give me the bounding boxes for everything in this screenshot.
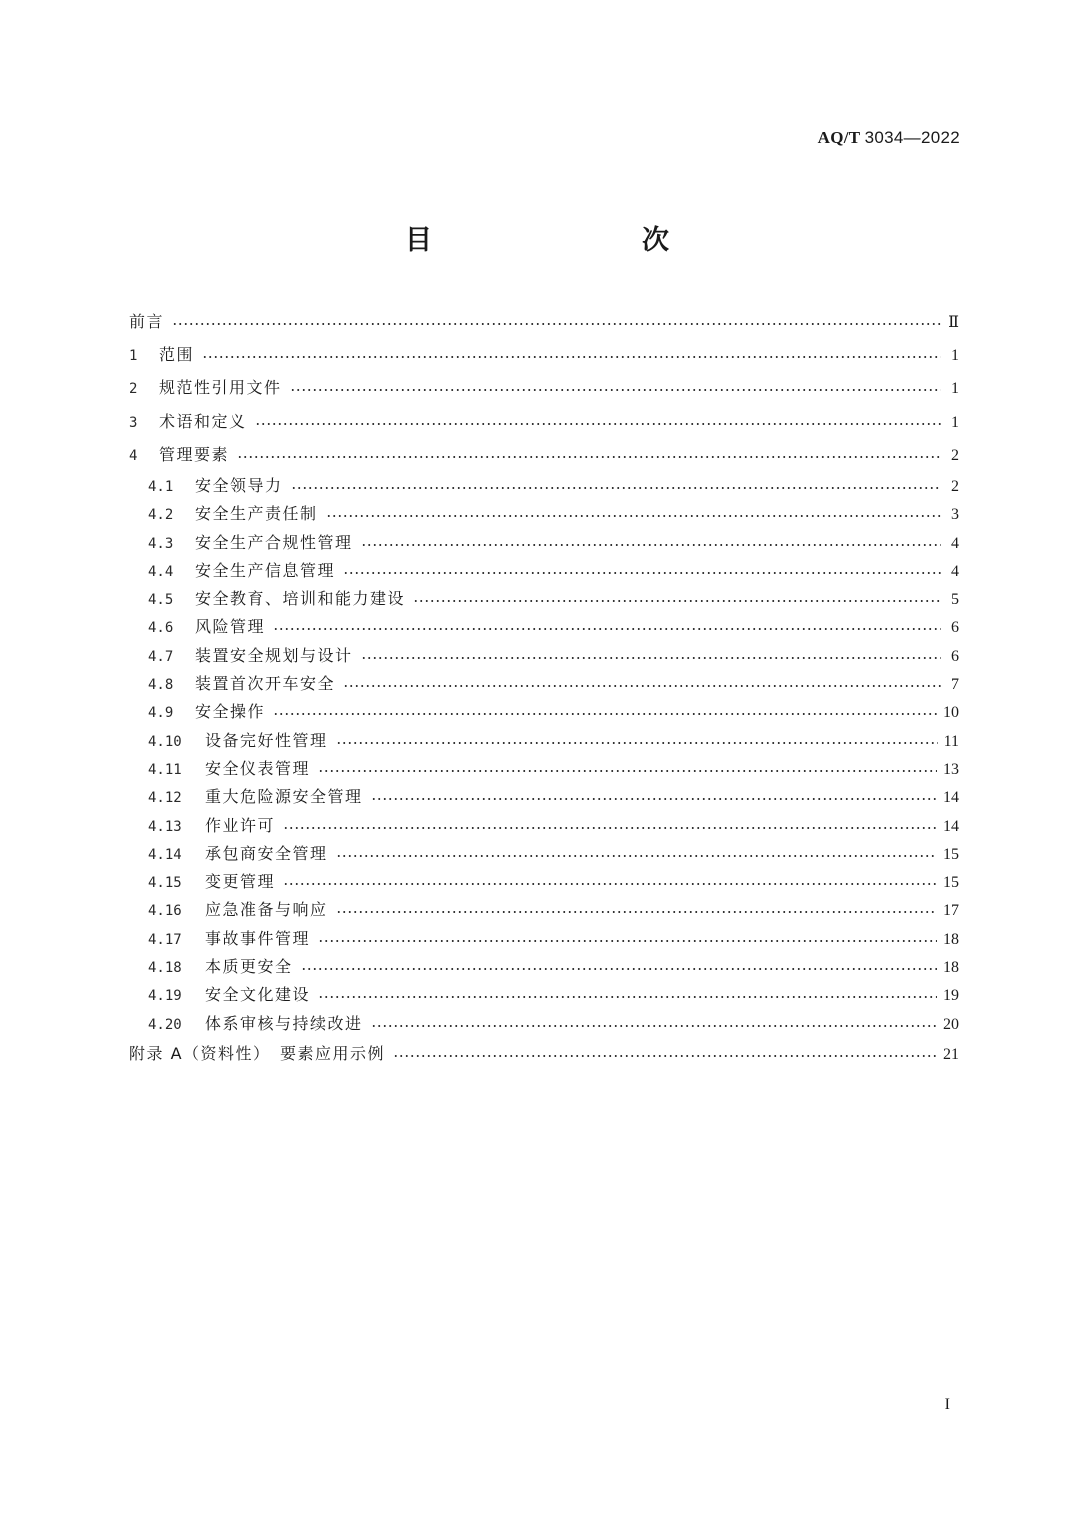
- toc-entry-page: 18: [943, 958, 959, 976]
- toc-dot-leader: [202, 346, 941, 360]
- toc-entry-label: 变更管理: [205, 872, 276, 892]
- toc-entry-number: 4.4: [148, 563, 174, 580]
- toc-entry-label: 安全生产合规性管理: [195, 532, 353, 552]
- toc-entry-label: 安全领导力: [195, 475, 283, 495]
- toc-entry[interactable]: [129, 670, 959, 698]
- toc-entry-number: 4.17: [148, 931, 182, 948]
- toc-entry-page: 14: [943, 789, 959, 807]
- toc-entry[interactable]: [129, 306, 959, 339]
- toc-entry[interactable]: [129, 439, 959, 472]
- toc-entry[interactable]: [129, 812, 959, 840]
- standard-code: [818, 128, 960, 148]
- toc-entry-page: 3: [951, 506, 959, 524]
- toc-entry-page: 1: [951, 347, 959, 365]
- toc-entry-page: 7: [951, 676, 959, 694]
- toc-dot-leader: [413, 590, 941, 604]
- toc-entry[interactable]: [129, 529, 959, 557]
- toc-entry-page: 14: [943, 817, 959, 835]
- toc-dot-leader: [318, 986, 937, 1000]
- toc-entry-label: 术语和定义: [159, 411, 247, 431]
- toc-dot-leader: [172, 313, 941, 327]
- toc-dot-leader: [336, 845, 937, 859]
- toc-entry-number: 1: [129, 348, 138, 365]
- toc-entry-label: 范围: [159, 345, 195, 365]
- toc-entry-page: 15: [943, 845, 959, 863]
- toc-entry-label: 装置首次开车安全: [195, 674, 336, 694]
- toc-entry-page: 4: [951, 534, 959, 552]
- toc-entry[interactable]: [129, 557, 959, 585]
- toc-entry[interactable]: [129, 642, 959, 670]
- toc-entry[interactable]: [129, 868, 959, 896]
- toc-entry-label: 管理要素: [159, 444, 230, 464]
- toc-dot-leader: [361, 647, 941, 661]
- toc-entry-page: 1: [951, 380, 959, 398]
- footer-page-number: I: [944, 1396, 950, 1413]
- toc-entry-number: 4.14: [148, 846, 182, 863]
- toc-dot-leader: [273, 703, 937, 717]
- toc-entry-number: 4.12: [148, 790, 182, 807]
- toc-entry[interactable]: [129, 953, 959, 981]
- toc-entry[interactable]: [129, 372, 959, 405]
- toc-entry-number: 4.2: [148, 507, 174, 524]
- toc-entry-page: 20: [943, 1015, 959, 1033]
- toc-entry-number: 4: [129, 447, 138, 464]
- toc-entry-number: 4.5: [148, 592, 174, 609]
- toc-entry-page: 15: [943, 874, 959, 892]
- toc-entry-page: 13: [943, 760, 959, 778]
- toc-dot-leader: [290, 379, 941, 393]
- toc-dot-leader: [343, 562, 941, 576]
- toc-entry[interactable]: [129, 339, 959, 372]
- toc-entry-page: 11: [943, 732, 959, 750]
- toc-entry-page: 2: [951, 446, 959, 464]
- toc-entry-label: 本质更安全: [205, 956, 293, 976]
- toc-entry[interactable]: [129, 755, 959, 783]
- toc-entry-label: 事故事件管理: [205, 928, 311, 948]
- toc-entry-page: 6: [951, 619, 959, 637]
- toc-entry[interactable]: [129, 698, 959, 726]
- toc-dot-leader: [291, 477, 941, 491]
- toc-dot-leader: [318, 760, 937, 774]
- toc-entry-number: 4.13: [148, 818, 182, 835]
- standard-code-prefix: AQ/T: [817, 128, 861, 147]
- toc-dot-leader: [318, 930, 937, 944]
- toc-dot-leader: [336, 901, 937, 915]
- toc-entry-number: 4.20: [148, 1016, 182, 1033]
- toc-entry[interactable]: [129, 783, 959, 811]
- toc-entry-label: 安全教育、培训和能力建设: [195, 589, 406, 609]
- toc-dot-leader: [371, 1015, 937, 1029]
- toc-dot-leader: [393, 1045, 937, 1059]
- toc-dot-leader: [361, 534, 941, 548]
- toc-entry-label: 安全生产信息管理: [195, 560, 336, 580]
- toc-entry-label: 前言: [129, 312, 165, 331]
- toc-entry-label: 装置安全规划与设计: [195, 645, 353, 665]
- toc-entry-number: 4.3: [148, 535, 174, 552]
- toc-entry-page: 21: [943, 1045, 959, 1063]
- toc-entry-label: 重大危险源安全管理: [205, 787, 363, 807]
- toc-dot-leader: [301, 958, 937, 972]
- toc-entry-page: 5: [951, 591, 959, 609]
- toc-entry-number: 4.16: [148, 903, 182, 920]
- toc-entry[interactable]: [129, 981, 959, 1009]
- toc-entry-page: 2: [951, 477, 959, 495]
- toc-entry[interactable]: [129, 472, 959, 500]
- toc-entry[interactable]: [129, 925, 959, 953]
- toc-entry[interactable]: [129, 500, 959, 528]
- toc-entry-number: 4.9: [148, 705, 174, 722]
- toc-entry-number: 2: [129, 381, 138, 398]
- page-title: 目 次: [405, 225, 721, 256]
- toc-entry-page: 19: [943, 987, 959, 1005]
- toc-dot-leader: [283, 817, 937, 831]
- toc-entry-label: 规范性引用文件: [159, 378, 282, 398]
- toc-entry[interactable]: [129, 585, 959, 613]
- toc-dot-leader: [255, 413, 941, 427]
- toc-entry-number: 3: [129, 414, 138, 431]
- toc-entry-number: 4.11: [148, 761, 182, 778]
- toc-entry-number: 4.6: [148, 620, 174, 637]
- toc-entry[interactable]: [129, 727, 959, 755]
- toc-entry-number: 4.18: [148, 959, 182, 976]
- toc-entry-label: 安全文化建设: [205, 985, 311, 1005]
- toc-entry-label: 附录 A（资料性） 要素应用示例: [129, 1043, 386, 1063]
- toc-entry-number: 4.8: [148, 677, 174, 694]
- toc-entry[interactable]: [129, 613, 959, 641]
- toc-entry-page: 17: [943, 902, 959, 920]
- toc-entry-label: 安全仪表管理: [205, 758, 311, 778]
- toc-entry-page: 6: [951, 647, 959, 665]
- toc-entry[interactable]: [129, 406, 959, 439]
- toc-dot-leader: [237, 446, 941, 460]
- toc-entry-label: 安全生产责任制: [195, 504, 318, 524]
- toc-entry-page: 4: [951, 562, 959, 580]
- toc-entry-label: 安全操作: [195, 702, 266, 722]
- toc-entry-label: 承包商安全管理: [205, 843, 328, 863]
- toc-entry[interactable]: [129, 1038, 959, 1071]
- toc-entry-number: 4.19: [148, 988, 182, 1005]
- toc-entry-page: Ⅱ: [948, 314, 959, 331]
- toc-entry-page: 1: [951, 413, 959, 431]
- toc-entry[interactable]: [129, 840, 959, 868]
- toc-entry[interactable]: [129, 896, 959, 924]
- toc-entry-label: 作业许可: [205, 815, 276, 835]
- toc-entry-number: 4.1: [148, 478, 174, 495]
- toc-entry-label: 应急准备与响应: [205, 900, 328, 920]
- toc-dot-leader: [283, 873, 937, 887]
- toc-entry-label: 体系审核与持续改进: [205, 1013, 363, 1033]
- toc-entry-page: 10: [943, 704, 959, 722]
- toc-entry-label: 设备完好性管理: [205, 730, 328, 750]
- toc-dot-leader: [371, 788, 937, 802]
- toc-entry-label: 风险管理: [195, 617, 266, 637]
- toc-dot-leader: [343, 675, 941, 689]
- standard-code-number: 3034—2022: [864, 128, 960, 147]
- toc-dot-leader: [326, 505, 941, 519]
- toc-dot-leader: [336, 732, 938, 746]
- toc-dot-leader: [273, 618, 941, 632]
- toc-entry-number: 4.10: [148, 733, 182, 750]
- toc-entry-number: 4.7: [148, 648, 174, 665]
- table-of-contents: [129, 306, 959, 1071]
- toc-entry-number: 4.15: [148, 875, 182, 892]
- toc-entry[interactable]: [129, 1010, 959, 1038]
- toc-entry-page: 18: [943, 930, 959, 948]
